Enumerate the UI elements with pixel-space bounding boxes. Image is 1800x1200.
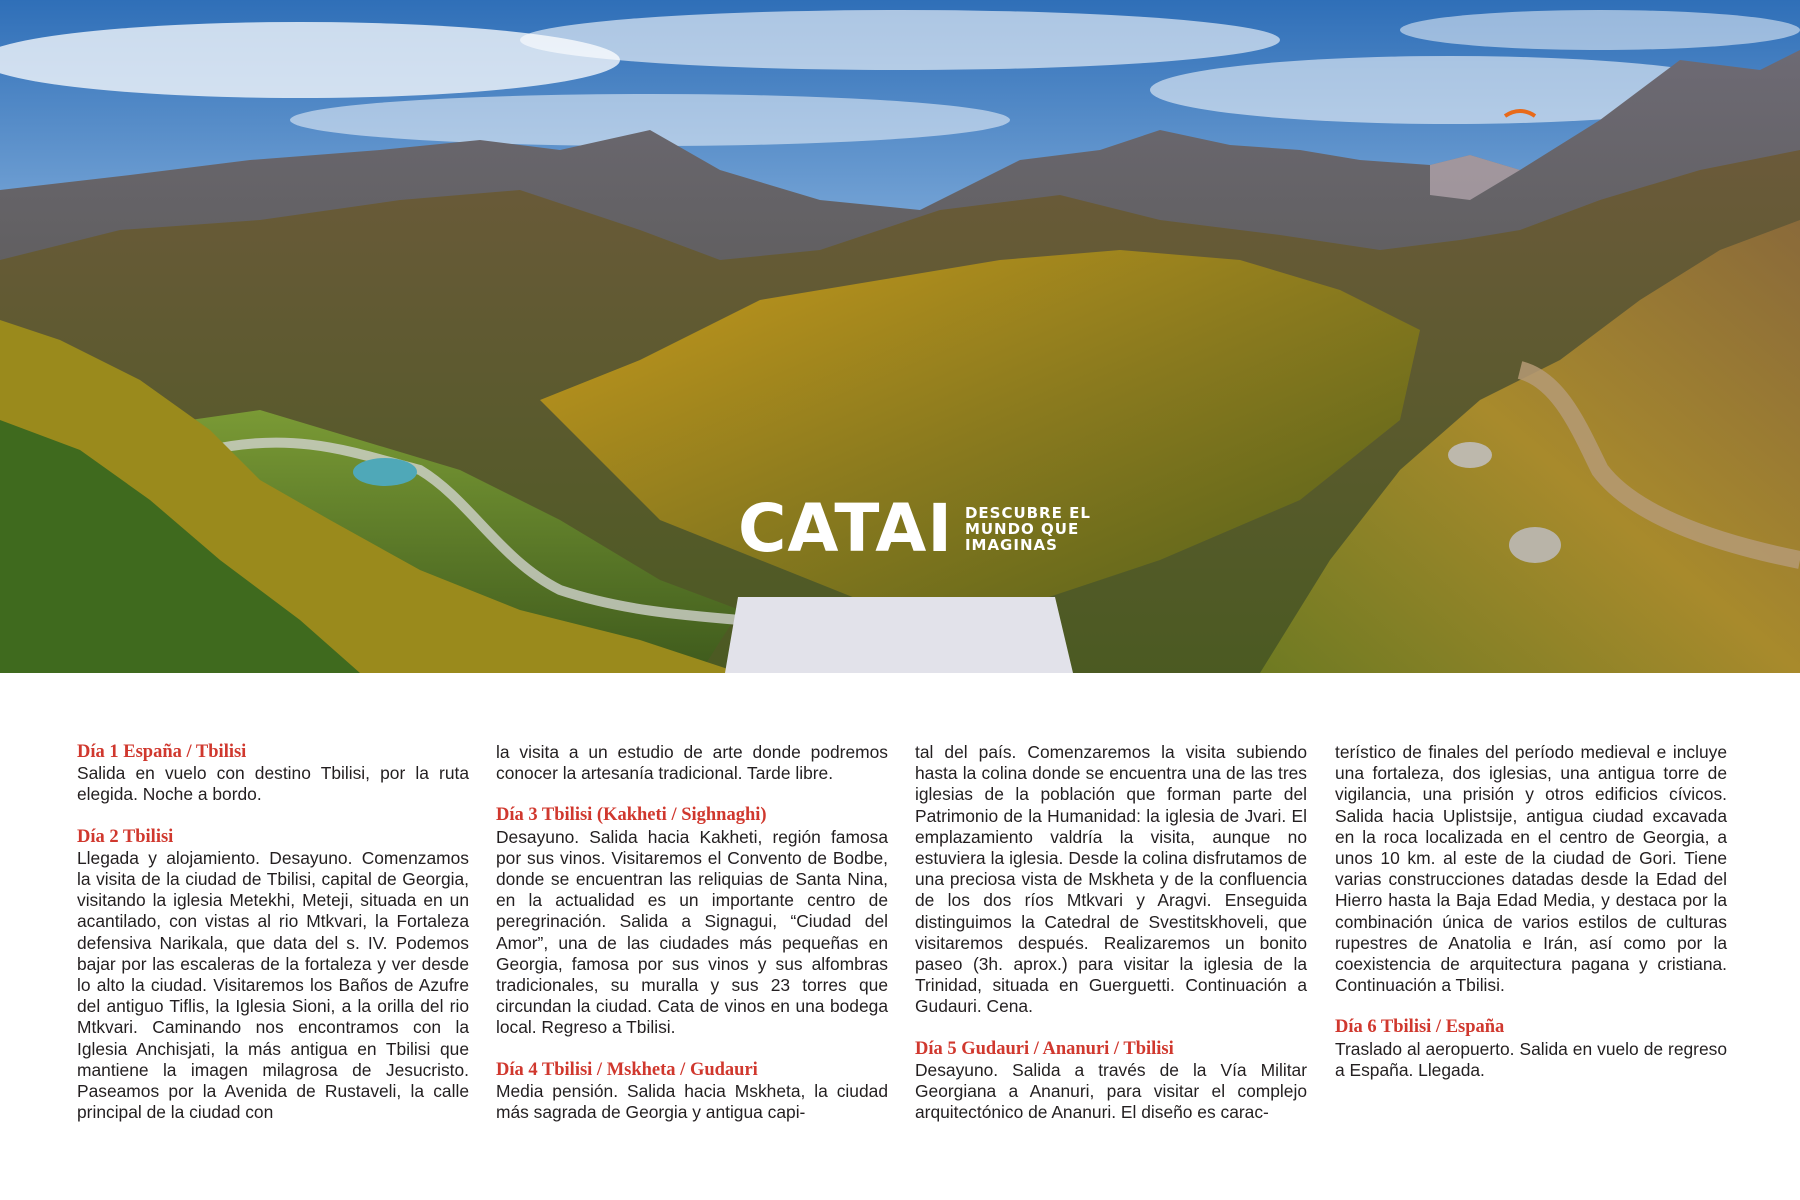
day-text: Desayuno. Salida a través de la Vía Militar Georgiana a Ananuri, para visitar el complejo arquitectónico de Ananuri. El diseño es carac- (915, 1059, 1307, 1123)
day-title: Día 6 Tbilisi / España (1335, 1017, 1505, 1038)
tagline-line: MUNDO QUE (964, 520, 1080, 538)
day-text: tal del país. Comenzaremos la visita subiendo hasta la colina donde se encuentra una de las tres iglesias de la población que forman parte del Patrimonio de la Humanidad: la iglesia de Jvari. El emplazamiento valdría la visita, aunque no estuviera la iglesia. Desde la colina disfrutamos de una preciosa vista de Mskheta y de la confluencia de los dos ríos Mtkvari y Aragvi. Enseguida distinguimos la Catedral de Svestitskhoveli, que visitaremos después. Realizaremos un bonito paseo (3h. aprox.) para visitar la iglesia de la Trinidad, situada en Guerguetti. Continuación a Gudauri. Cena. (915, 742, 1307, 1017)
column-4 (1335, 742, 1727, 1081)
day-title: Día 5 Gudauri / Ananuri / Tbilisi (915, 1038, 1174, 1059)
tagline-line: IMAGINAS (964, 536, 1058, 554)
column-3 (915, 742, 1307, 1123)
column-1 (77, 742, 469, 1123)
day-text: la visita a un estudio de arte donde podremos conocer la artesanía tradicional. Tarde libre. (496, 742, 888, 784)
day-title: Día 4 Tbilisi / Mskheta / Gudauri (496, 1059, 758, 1080)
brand-tagline (965, 505, 1091, 553)
day-title: Día 3 Tbilisi (Kakheti / Sighnaghi) (496, 805, 767, 826)
day-title: Día 1 España / Tbilisi (77, 742, 247, 762)
day-text: Llegada y alojamiento. Desayuno. Comenzamos la visita de la ciudad de Tbilisi, capital de Georgia, visitando la iglesia Metekhi, Meteji, situada en un acantilado, con vistas al rio Mtkvari, la Fortaleza defensiva Narikala, que data del s. IV. Podemos bajar por las escaleras de la fortaleza y ver desde lo alto la ciudad. Visitaremos los Baños de Azufre del antiguo Tiflis, la Iglesia Sioni, a la orilla del rio Mtkvari. Caminando nos encontramos con la Iglesia Anchisjati, la más antigua en Tbilisi que mantiene la imagen milagrosa de Jesucristo. Paseamos por la Avenida de Rustaveli, la calle principal de la ciudad con (77, 847, 469, 1123)
day-text: terístico de finales del período medieval e incluye una fortaleza, dos iglesias, una antigua torre de vigilancia, una prisión y otros edificios cívicos. Salida hacia Uplistsije, antigua ciudad excavada en la roca localizada en el centro de Georgia, a unos 10 km. al este de la ciudad de Gori. Tiene varias construcciones datadas desde la Edad del Hierro hasta la Baja Edad Media, y destaca por la combinación única de varios estilos de culturas rupestres de Anatolia e Irán, así como por la coexistencia de arquitectura pagana y cristiana. Continuación a Tbilisi. (1335, 742, 1727, 996)
tagline-line: DESCUBRE EL (964, 504, 1091, 522)
day-text: Desayuno. Salida hacia Kakheti, región famosa por sus vinos. Visitaremos el Convento de Bodbe, donde se encuentran las reliquias de Santa Nina, en la actualidad es un importante centro de peregrinación. Salida a Signagui, “Ciudad del Amor”, una de las ciudades más pequeñas en Georgia, famosa por sus vinos y sus alfombras tradicionales, su muralla y sus 23 torres que circundan la ciudad. Cata de vinos en una bodega local. Regreso a Tbilisi. (496, 826, 888, 1038)
column-2 (496, 742, 888, 1123)
brand-name: CATAI (738, 490, 953, 567)
day-text: Traslado al aeropuerto. Salida en vuelo de regreso a España. Llegada. (1335, 1038, 1727, 1080)
day-text: Media pensión. Salida hacia Mskheta, la ciudad más sagrada de Georgia y antigua capi- (496, 1080, 888, 1123)
day-text: Salida en vuelo con destino Tbilisi, por la ruta elegida. Noche a bordo. (77, 763, 469, 805)
brand-logo (738, 490, 1091, 567)
day-title: Día 2 Tbilisi (77, 826, 174, 847)
